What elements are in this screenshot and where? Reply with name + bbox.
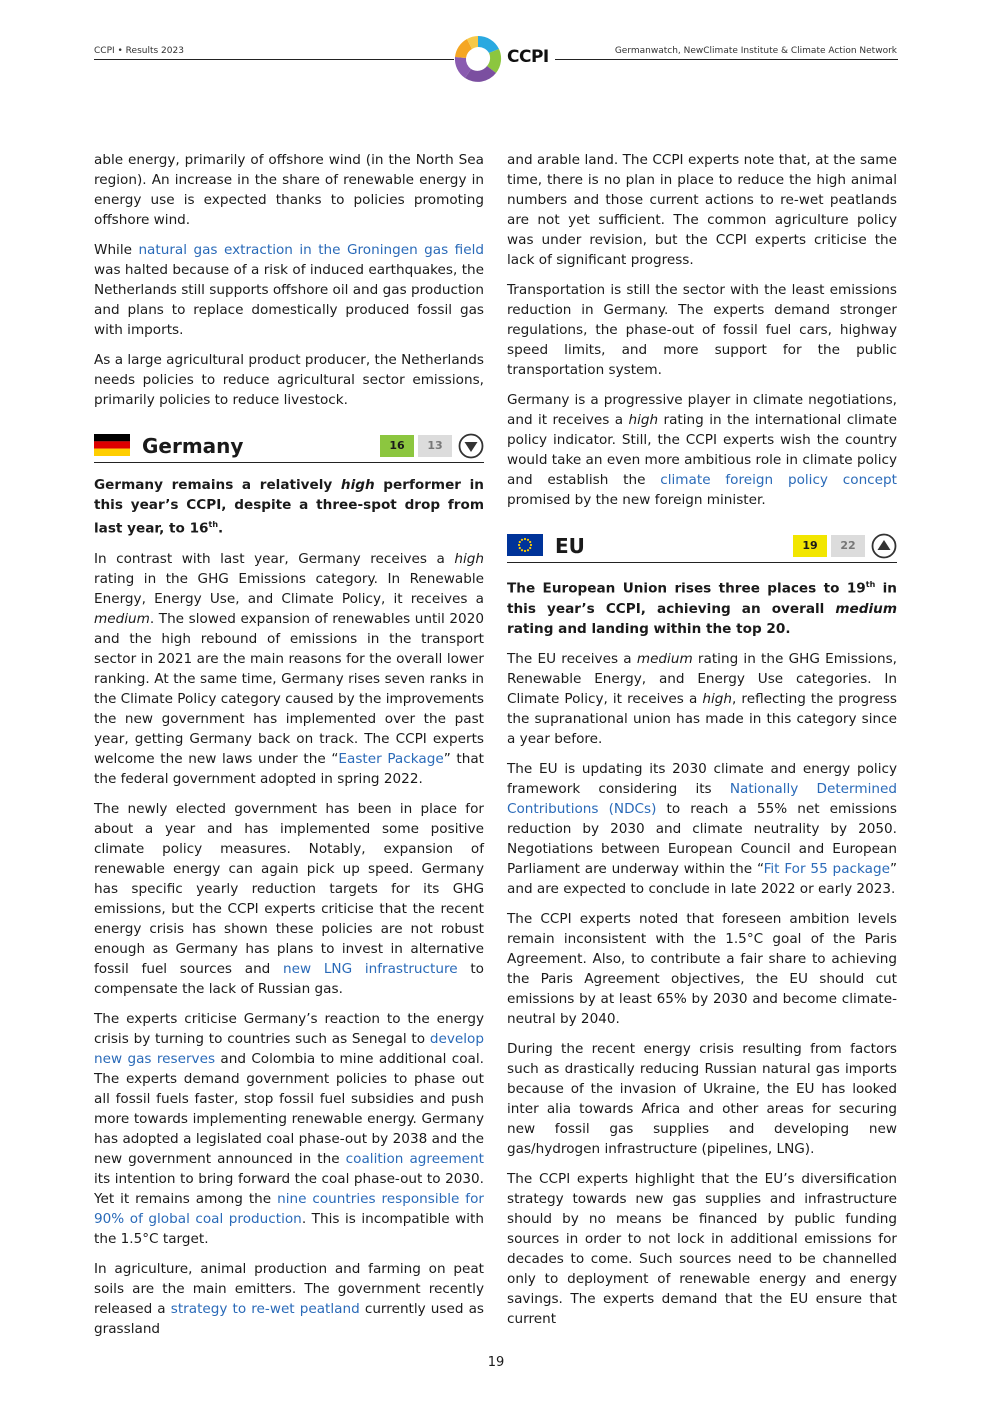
ccpi-logo-icon: [452, 32, 504, 86]
previous-rank-badge: 13: [418, 435, 452, 457]
paragraph: [94, 1259, 484, 1339]
emphasis: medium: [94, 610, 150, 627]
header-right: Germanwatch, NewClimate Institute & Climate Action Network: [614, 46, 897, 56]
paragraph: [507, 759, 897, 899]
text: its intention to bring forward the coal phase-out to 2030. Yet it remains among the: [94, 1170, 484, 1207]
emphasis: medium: [835, 600, 897, 617]
text: As a large agricultural product producer, the Netherlands needs policies to reduce agricultural sector emissions, primarily policies to reduce livestock.: [94, 352, 484, 408]
text: ” that the federal government adopted in spring 2022.: [94, 750, 484, 787]
paragraph: [507, 1039, 897, 1159]
germany-flag-icon: [94, 434, 130, 456]
text: The European Union rises three places to 19: [507, 580, 866, 597]
current-rank-badge: 19: [793, 535, 827, 557]
arrow-down-icon: [458, 433, 484, 459]
paragraph: [507, 909, 897, 1029]
eu-flag-icon: [507, 534, 543, 556]
lead-paragraph: [507, 575, 897, 639]
lead-paragraph: [94, 475, 484, 539]
text: The experts criticise Germany’s reaction to the energy crisis by turning to countries such as Senegal to: [94, 1010, 484, 1047]
text: While: [94, 242, 139, 258]
text: was halted because of a risk of induced earthquakes, the Netherlands still supports offshore oil and gas production and plans to replace domestically produced fossil gas with imports.: [94, 262, 484, 338]
text: rating in the international climate policy indicator. Still, the CCPI experts wish the country would take an even more ambitious role in climate policy and establish the: [507, 412, 897, 488]
text: rating and landing within the top 20.: [507, 620, 791, 637]
coal-production-link[interactable]: nine countries responsible for 90% of global coal production: [94, 1190, 485, 1227]
page-number: 19: [487, 1355, 505, 1370]
country-name: EU: [555, 534, 585, 558]
text: to reach a 55% net emissions reduction by 2030 and climate neutrality by 2050. Negotiations between European Council and European Parliament are underway within the “: [507, 800, 898, 877]
text: Transportation is still the sector with the least emissions reduction in Germany. The experts demand stronger regulations, the phase-out of fossil fuel cars, highway speed limits, and more support for the public transportation system.: [507, 282, 897, 378]
eu-heading: [507, 526, 897, 563]
paragraph: [507, 280, 897, 380]
text: . The slowed expansion of renewables until 2020 and the high rebound of emissions in the transport sector in 2021 are the main reasons for the overall lower ranking. At the same time, Germany rises seven ranks in the Climate Policy category caused by the improvements the new government has implemented over the past year, getting Germany back on track. The CCPI experts welcome the new laws under the “: [94, 610, 484, 767]
emphasis: high: [454, 550, 484, 567]
superscript: th: [865, 580, 876, 589]
germany-heading: [94, 426, 484, 463]
gas-reserves-link[interactable]: develop new gas reserves: [94, 1030, 484, 1067]
header-rule-left: [94, 59, 454, 60]
lng-infrastructure-link[interactable]: new LNG infrastructure: [283, 960, 458, 977]
text: Germany is a progressive player in climate negotiations, and it receives a: [507, 392, 897, 428]
text: , reflecting the progress the supranational union has made in this category since a year before.: [507, 690, 897, 747]
text: Germany remains a relatively: [94, 477, 341, 493]
text: The CCPI experts noted that foreseen ambition levels remain inconsistent with the 1.5°C goal of the Paris Agreement. Also, to contribute a fair share to achieving the Paris Agreement objectives, the EU should cut emissions by at least 65% by 2030 and become climate-neutral by 2040.: [507, 910, 897, 1027]
text: in this year’s CCPI, achieving an overall: [507, 580, 897, 617]
left-column: [94, 150, 484, 1349]
easter-package-link[interactable]: Easter Package: [338, 750, 444, 767]
paragraph: [94, 150, 484, 230]
paragraph: [94, 350, 484, 410]
paragraph: [507, 390, 897, 510]
text: . This is incompatible with the 1.5°C target.: [94, 1210, 485, 1247]
emphasis: high: [702, 690, 733, 707]
right-column: [507, 150, 897, 1339]
emphasis: high: [628, 412, 659, 428]
current-rank-badge: 16: [380, 435, 414, 457]
text: The CCPI experts highlight that the EU’s diversification strategy towards new gas supplies and infrastructure should by no means be financed by public funding sources in order to not lock in additional emissions for decades to come. Such sources need to be channelled only to deployment of renewable energy and energy savings. The experts demand that the EU ensure that current: [507, 1170, 897, 1327]
text: promised by the new foreign minister.: [507, 492, 766, 508]
text: ” and are expected to conclude in late 2022 or early 2023.: [507, 860, 897, 897]
logo-text: CCPI: [507, 47, 549, 67]
text: The EU is updating its 2030 climate and energy policy framework considering its: [507, 760, 897, 797]
text: The EU receives a: [507, 650, 637, 667]
paragraph: [94, 549, 484, 789]
text: and Colombia to mine additional coal. The experts demand government policies to phase out all fossil fuels faster, stop fossil fuel subsidies and push more towards implementing renewable energy. Germany has adopted a legislated coal phase-out by 2038 and the new government announced in the: [94, 1050, 484, 1167]
paragraph: [94, 240, 484, 340]
paragraph: [94, 1009, 484, 1249]
text: to compensate the lack of Russian gas.: [94, 960, 484, 997]
emphasis: medium: [636, 650, 693, 667]
text: rating in the GHG Emissions category. In Renewable Energy, Energy Use, and Climate Policy, it receives a: [94, 570, 484, 607]
paragraph: [507, 150, 897, 270]
emphasis: high: [340, 477, 375, 493]
text: currently used as grassland: [94, 1300, 485, 1337]
header-left: CCPI • Results 2023: [94, 46, 184, 56]
text: able energy, primarily of offshore wind (in the North Sea region). An increase in the share of renewable energy in energy use is expected thanks to policies promoting offshore wind.: [94, 152, 484, 228]
peatland-strategy-link[interactable]: strategy to re-wet peatland: [170, 1300, 360, 1317]
text: During the recent energy crisis resulting from factors such as drastically reducing Russian natural gas imports because of the invasion of Ukraine, the EU has looked inter alia towards Africa and other areas for securing new fossil gas supplies and developing new gas/hydrogen infrastructure (pipelines, LNG).: [507, 1040, 897, 1157]
paragraph: [94, 799, 484, 999]
text: rating in the GHG Emissions, Renewable Energy, and Energy Use categories. In Climate Policy, it receives a: [507, 650, 897, 707]
paragraph: [507, 1169, 897, 1329]
text: The newly elected government has been in place for about a year and has implemented some positive climate policy measures. Notably, expansion of renewable energy can again pick up speed. Germany has specific yearly reduction targets for its GHG emissions, but the CCPI experts criticise that the recent energy crisis has shown these policies are not robust enough as Germany has plans to invest in alternative fossil fuel sources and: [94, 800, 484, 977]
fit-for-55-link[interactable]: Fit For 55 package: [763, 860, 890, 877]
groningen-link[interactable]: natural gas extraction in the Groningen gas field: [138, 242, 485, 258]
text: .: [218, 520, 224, 537]
climate-foreign-policy-link[interactable]: climate foreign policy concept: [660, 472, 897, 488]
header-rule-right: [555, 59, 898, 60]
text: In agriculture, animal production and farming on peat soils are the main emitters. The government recently released a: [94, 1260, 484, 1317]
text: In contrast with last year, Germany receives a: [94, 550, 455, 567]
ndc-link[interactable]: Nationally Determined Contributions (NDCs): [507, 780, 897, 817]
arrow-up-icon: [871, 533, 897, 559]
superscript: th: [208, 520, 219, 529]
text: performer in this year’s CCPI, despite a three-spot drop from last year, to 16: [94, 477, 484, 537]
coalition-agreement-link[interactable]: coalition agreement: [345, 1150, 484, 1167]
text: and arable land. The CCPI experts note that, at the same time, there is no plan in place to reduce the high animal numbers and those current actions to re-wet peatlands are not yet sufficient. The common agriculture policy was under revision, but the CCPI experts criticise the lack of significant progress.: [507, 152, 897, 268]
previous-rank-badge: 22: [831, 535, 865, 557]
paragraph: [507, 649, 897, 749]
country-name: Germany: [142, 434, 244, 458]
